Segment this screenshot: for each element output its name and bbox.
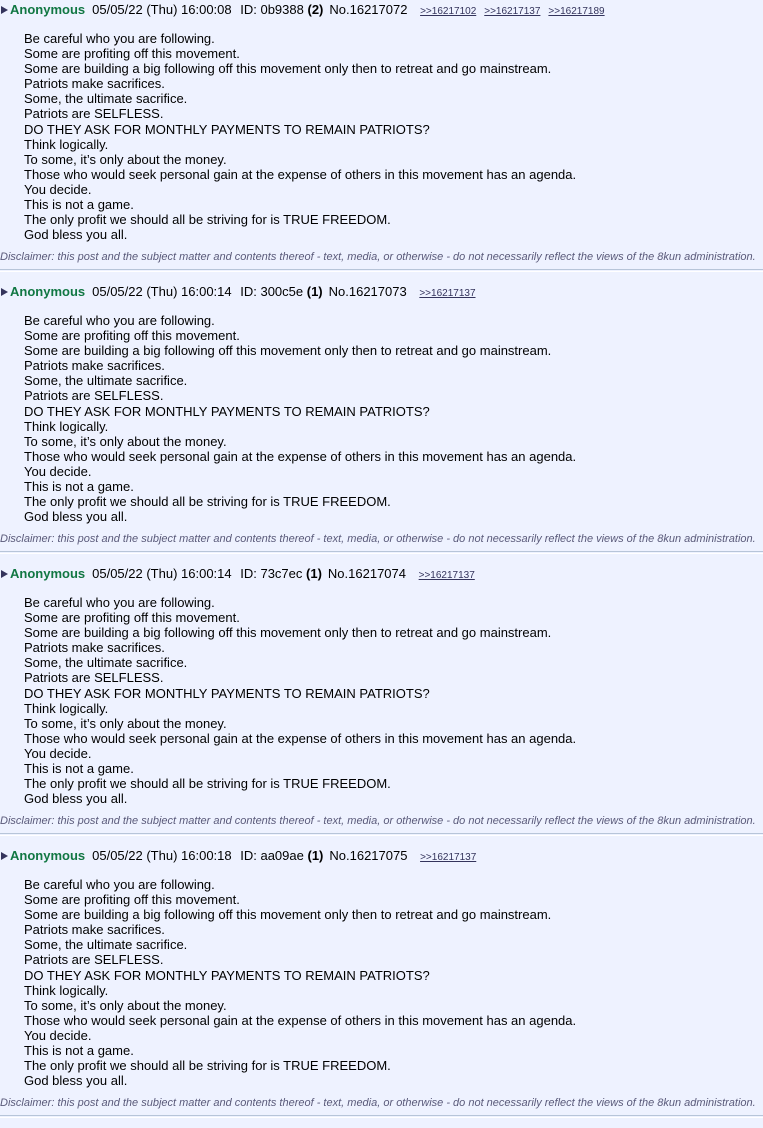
- body-line: Some are profiting off this movement.: [24, 328, 240, 344]
- post-number-link[interactable]: No.16217075: [329, 848, 408, 863]
- backlink[interactable]: >>16217137: [419, 288, 476, 299]
- backlink[interactable]: >>16217189: [548, 6, 605, 17]
- body-line: This is not a game.: [24, 761, 134, 777]
- body-line: Patriots make sacrifices.: [24, 76, 165, 92]
- poster-id[interactable]: ID: 0b9388: [240, 2, 304, 17]
- body-line: The only profit we should all be striving for is TRUE FREEDOM.: [24, 776, 391, 792]
- poster-name: Anonymous: [10, 848, 86, 863]
- body-line: You decide.: [24, 181, 92, 197]
- body-line: God bless you all.: [24, 227, 128, 243]
- body-line: Those who would seek personal gain at the expense of others in this movement has an agenda.: [24, 1012, 577, 1028]
- post-disclaimer: Disclaimer: this post and the subject matter and contents thereof - text, media, or otherwise - do not necessarily reflect the views of the 8kun administration.: [0, 533, 756, 545]
- post-date: 05/05/22 (Thu) 16:00:14: [92, 284, 232, 299]
- body-line: Some are profiting off this movement.: [24, 46, 240, 62]
- body-line: Patriots are SELFLESS.: [24, 388, 164, 404]
- poster-id[interactable]: ID: 73c7ec: [240, 566, 303, 581]
- body-line: Those who would seek personal gain at the expense of others in this movement has an agenda.: [24, 448, 577, 464]
- body-line: Some are building a big following off this movement only then to retreat and go mainstream.: [24, 625, 552, 641]
- post-body: [24, 31, 576, 242]
- body-line: The only profit we should all be striving for is TRUE FREEDOM.: [24, 1058, 391, 1074]
- body-line: God bless you all.: [24, 1073, 128, 1089]
- body-line: Some, the ultimate sacrifice.: [24, 937, 188, 953]
- post-menu-arrow-icon[interactable]: [1, 6, 8, 14]
- body-line: Think logically.: [24, 418, 109, 434]
- body-line: Some are building a big following off this movement only then to retreat and go mainstream.: [24, 61, 552, 77]
- poster-post-count: (1): [306, 284, 323, 299]
- body-line: The only profit we should all be striving for is TRUE FREEDOM.: [24, 494, 391, 510]
- post: [0, 846, 763, 1128]
- body-line: Some, the ultimate sacrifice.: [24, 655, 188, 671]
- body-line: DO THEY ASK FOR MONTHLY PAYMENTS TO REMAIN PATRIOTS?: [24, 121, 430, 137]
- poster-name: Anonymous: [10, 2, 86, 17]
- post-divider-highlight: [0, 271, 763, 272]
- poster-post-count: (2): [307, 2, 324, 17]
- post-header: [0, 283, 484, 301]
- body-line: To some, it’s only about the money.: [24, 997, 227, 1013]
- post-date: 05/05/22 (Thu) 16:00:18: [92, 848, 232, 863]
- body-line: Patriots make sacrifices.: [24, 922, 165, 938]
- body-line: Think logically.: [24, 136, 109, 152]
- poster-name: Anonymous: [10, 284, 86, 299]
- post-number-link[interactable]: No.16217072: [329, 2, 408, 17]
- body-line: Some are profiting off this movement.: [24, 610, 240, 626]
- post-menu-arrow-icon[interactable]: [1, 570, 8, 578]
- body-line: Be careful who you are following.: [24, 31, 215, 46]
- post-body: [24, 313, 576, 524]
- body-line: Patriots are SELFLESS.: [24, 670, 164, 686]
- backlink[interactable]: >>16217137: [420, 852, 477, 863]
- body-line: Be careful who you are following.: [24, 313, 215, 328]
- body-line: Some are building a big following off this movement only then to retreat and go mainstream.: [24, 343, 552, 359]
- post-divider: [0, 1115, 763, 1116]
- body-line: You decide.: [24, 745, 92, 761]
- post-divider: [0, 833, 763, 834]
- body-line: You decide.: [24, 463, 92, 479]
- body-line: To some, it’s only about the money.: [24, 151, 227, 167]
- post-divider: [0, 551, 763, 552]
- body-line: Some are profiting off this movement.: [24, 892, 240, 908]
- post-disclaimer: Disclaimer: this post and the subject matter and contents thereof - text, media, or otherwise - do not necessarily reflect the views of the 8kun administration.: [0, 1097, 756, 1109]
- backlink[interactable]: >>16217137: [484, 6, 541, 17]
- body-line: Those who would seek personal gain at the expense of others in this movement has an agenda.: [24, 166, 577, 182]
- backlink[interactable]: >>16217137: [418, 570, 475, 581]
- post-body: [24, 877, 576, 1088]
- post-divider-highlight: [0, 835, 763, 836]
- post-header: [0, 565, 483, 583]
- body-line: Be careful who you are following.: [24, 595, 215, 610]
- body-line: To some, it’s only about the money.: [24, 715, 227, 731]
- post-header: [0, 1, 613, 19]
- body-line: Patriots make sacrifices.: [24, 358, 165, 374]
- post-divider: [0, 269, 763, 270]
- post: [0, 282, 763, 564]
- body-line: DO THEY ASK FOR MONTHLY PAYMENTS TO REMAIN PATRIOTS?: [24, 967, 430, 983]
- post-menu-arrow-icon[interactable]: [1, 288, 8, 296]
- body-line: You decide.: [24, 1027, 92, 1043]
- poster-name: Anonymous: [10, 566, 86, 581]
- post-disclaimer: Disclaimer: this post and the subject matter and contents thereof - text, media, or otherwise - do not necessarily reflect the views of the 8kun administration.: [0, 251, 756, 263]
- post-body: [24, 595, 576, 806]
- post-number-link[interactable]: No.16217073: [328, 284, 407, 299]
- body-line: The only profit we should all be striving for is TRUE FREEDOM.: [24, 212, 391, 228]
- post-divider-highlight: [0, 553, 763, 554]
- poster-post-count: (1): [307, 848, 324, 863]
- poster-post-count: (1): [306, 566, 322, 581]
- body-line: God bless you all.: [24, 791, 128, 807]
- body-line: God bless you all.: [24, 509, 128, 525]
- body-line: Patriots are SELFLESS.: [24, 952, 164, 968]
- body-line: Be careful who you are following.: [24, 877, 215, 892]
- post-date: 05/05/22 (Thu) 16:00:14: [92, 566, 232, 581]
- post: [0, 0, 763, 282]
- body-line: Patriots are SELFLESS.: [24, 106, 164, 122]
- body-line: Think logically.: [24, 700, 109, 716]
- post: [0, 564, 763, 846]
- body-line: Those who would seek personal gain at the expense of others in this movement has an agenda.: [24, 730, 577, 746]
- post-disclaimer: Disclaimer: this post and the subject matter and contents thereof - text, media, or otherwise - do not necessarily reflect the views of the 8kun administration.: [0, 815, 756, 827]
- body-line: Patriots make sacrifices.: [24, 640, 165, 656]
- body-line: Think logically.: [24, 982, 109, 998]
- body-line: This is not a game.: [24, 479, 134, 495]
- post-date: 05/05/22 (Thu) 16:00:08: [92, 2, 232, 17]
- post-menu-arrow-icon[interactable]: [1, 852, 8, 860]
- poster-id[interactable]: ID: aa09ae: [240, 848, 304, 863]
- body-line: To some, it’s only about the money.: [24, 433, 227, 449]
- backlink[interactable]: >>16217102: [420, 6, 477, 17]
- body-line: This is not a game.: [24, 197, 134, 213]
- body-line: DO THEY ASK FOR MONTHLY PAYMENTS TO REMAIN PATRIOTS?: [24, 685, 430, 701]
- body-line: Some, the ultimate sacrifice.: [24, 373, 188, 389]
- post-header: [0, 847, 484, 865]
- body-line: Some, the ultimate sacrifice.: [24, 91, 188, 107]
- poster-id[interactable]: ID: 300c5e: [240, 284, 304, 299]
- post-divider-highlight: [0, 1117, 763, 1118]
- body-line: This is not a game.: [24, 1043, 134, 1059]
- body-line: Some are building a big following off this movement only then to retreat and go mainstream.: [24, 907, 552, 923]
- post-number-link[interactable]: No.16217074: [327, 566, 406, 581]
- body-line: DO THEY ASK FOR MONTHLY PAYMENTS TO REMAIN PATRIOTS?: [24, 403, 430, 419]
